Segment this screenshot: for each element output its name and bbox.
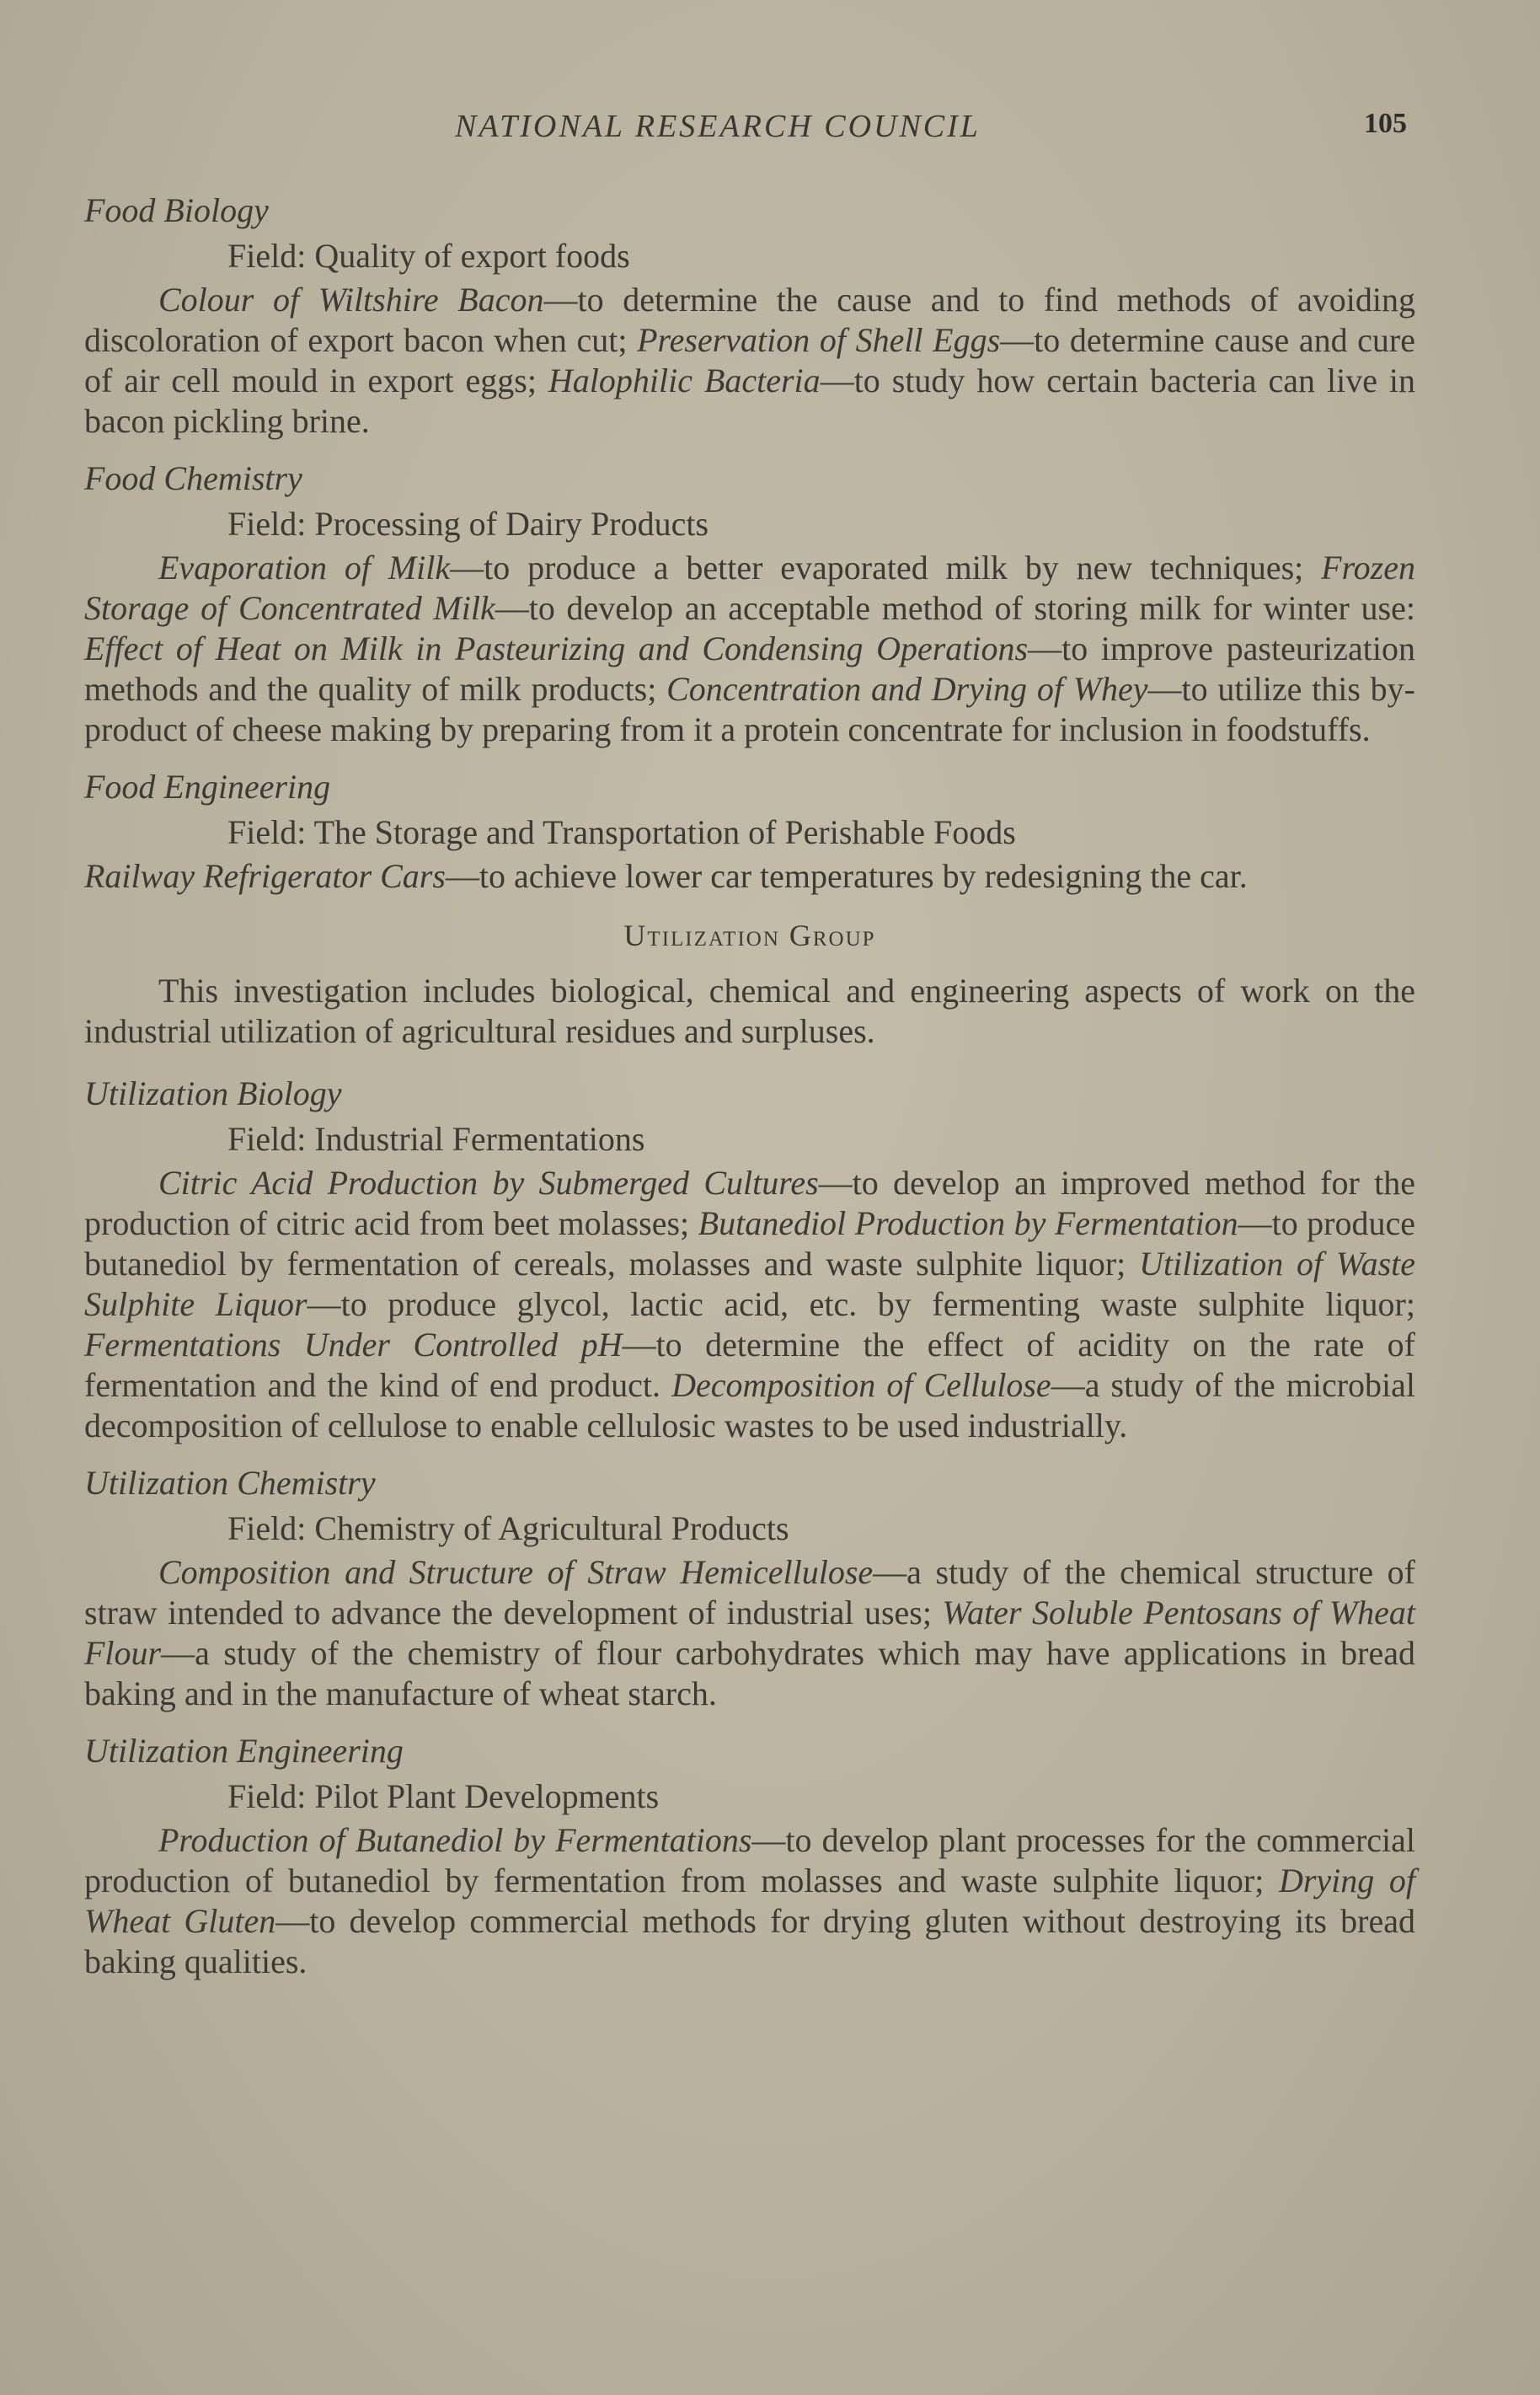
project-title: Drying of Wheat Gluten [84, 1862, 1415, 1940]
section-paragraph [84, 1820, 1415, 1982]
project-title: Composition and Structure of Straw Hemicellulose [158, 1553, 874, 1591]
section [84, 187, 1415, 442]
group-intro: This investigation includes biological, chemical and engineering aspects of work on the industrial utilization of agricultural residues and surpluses. [84, 972, 1415, 1050]
page-header [84, 99, 1432, 150]
field-line: Field: Quality of export foods [227, 237, 630, 275]
project-description: —to develop plant processes for the commercial production of butanediol by fermentation from molasses and waste sulphite liquor; [84, 1821, 1415, 1899]
section-paragraph [84, 1552, 1415, 1714]
section-title: Utilization Chemistry [84, 1464, 376, 1502]
project-title: Fermentations Under Controlled pH [84, 1326, 623, 1364]
project-title: Railway Refrigerator Cars [84, 857, 446, 895]
project-description: —to produce butanediol by fermentation of cereals, molasses and waste sulphite liquor; [84, 1204, 1415, 1283]
section-paragraph [84, 548, 1415, 750]
project-description: —to develop an acceptable method of storing milk for winter use: [495, 589, 1415, 627]
section [84, 455, 1415, 750]
project-title: Butanediol Production by Fermentation [698, 1204, 1238, 1242]
project-description: —to determine the cause and to find methods of avoiding discoloration of export bacon when cut; [84, 281, 1415, 359]
group-heading: Utilization Group [623, 919, 876, 952]
field-line: Field: Chemistry of Agricultural Products [227, 1509, 789, 1547]
section-title: Utilization Biology [84, 1074, 342, 1112]
project-description: —to study how certain bacteria can live in bacon pickling brine. [84, 362, 1416, 440]
section-paragraph [84, 856, 1415, 897]
project-title: Water Soluble Pentosans of Wheat Flour [84, 1594, 1416, 1672]
section-title: Food Engineering [84, 768, 331, 806]
section-title: Food Chemistry [84, 459, 302, 497]
project-description: —to improve pasteurization methods and the quality of milk products; [84, 630, 1415, 708]
project-title: Evaporation of Milk [158, 549, 451, 587]
project-title: Colour of Wiltshire Bacon [158, 281, 544, 319]
project-description: —a study of the chemical structure of straw intended to advance the development of industrial uses; [84, 1553, 1415, 1631]
utilization-sections [84, 1070, 1415, 1982]
project-description: —to produce glycol, lactic acid, etc. by fermenting waste sulphite liquor; [307, 1285, 1415, 1323]
food-sections [84, 187, 1415, 897]
project-title: Effect of Heat on Milk in Pasteurizing and Condensing Operations [84, 630, 1029, 667]
project-description: —to determine cause and cure of air cell mould in export eggs; [84, 321, 1416, 399]
section-paragraph [84, 1163, 1415, 1446]
project-description: —to develop an improved method for the production of citric acid from beet molasses; [84, 1164, 1416, 1242]
field-line: Field: The Storage and Transportation of Perishable Foods [227, 813, 1016, 851]
section [84, 1728, 1415, 1982]
field-line: Field: Industrial Fermentations [227, 1120, 645, 1158]
project-description: —to determine the effect of acidity on the rate of fermentation and the kind of end product. [84, 1326, 1415, 1404]
field-line: Field: Processing of Dairy Products [227, 505, 709, 543]
section-title: Utilization Engineering [84, 1732, 404, 1770]
project-title: Citric Acid Production by Submerged Cultures [158, 1164, 819, 1202]
field-line: Field: Pilot Plant Developments [227, 1777, 660, 1815]
page-number: 105 [1364, 108, 1407, 139]
project-title: Production of Butanediol by Fermentations [158, 1821, 752, 1859]
project-title: Decomposition of Cellulose [671, 1366, 1051, 1404]
project-description: —to utilize this by-product of cheese making by preparing from it a protein concentrate for inclusion in foodstuffs. [84, 670, 1416, 748]
project-description: —to produce a better evaporated milk by new techniques; [450, 549, 1322, 587]
project-description: —a study of the chemistry of flour carbohydrates which may have applications in bread baking and in the manufacture of wheat starch. [84, 1634, 1415, 1712]
project-description: —to develop commercial methods for drying gluten without destroying its bread baking qualities. [84, 1902, 1415, 1980]
project-description: —a study of the microbial decomposition of cellulose to enable cellulosic wastes to be used industrially. [84, 1366, 1415, 1444]
project-title: Halophilic Bacteria [548, 362, 821, 399]
page-content [84, 187, 1415, 1996]
project-title: Frozen Storage of Concentrated Milk [84, 549, 1415, 627]
project-description: —to achieve lower car temperatures by redesigning the car. [445, 857, 1248, 895]
section-paragraph [84, 280, 1415, 442]
project-title: Utilization of Waste Sulphite Liquor [84, 1245, 1415, 1323]
section [84, 764, 1415, 897]
project-title: Concentration and Drying of Whey [666, 670, 1148, 708]
section [84, 1460, 1415, 1714]
running-head: NATIONAL RESEARCH COUNCIL [455, 109, 981, 144]
section-title: Food Biology [84, 191, 269, 229]
project-title: Preservation of Shell Eggs [637, 321, 1001, 359]
section [84, 1070, 1415, 1446]
